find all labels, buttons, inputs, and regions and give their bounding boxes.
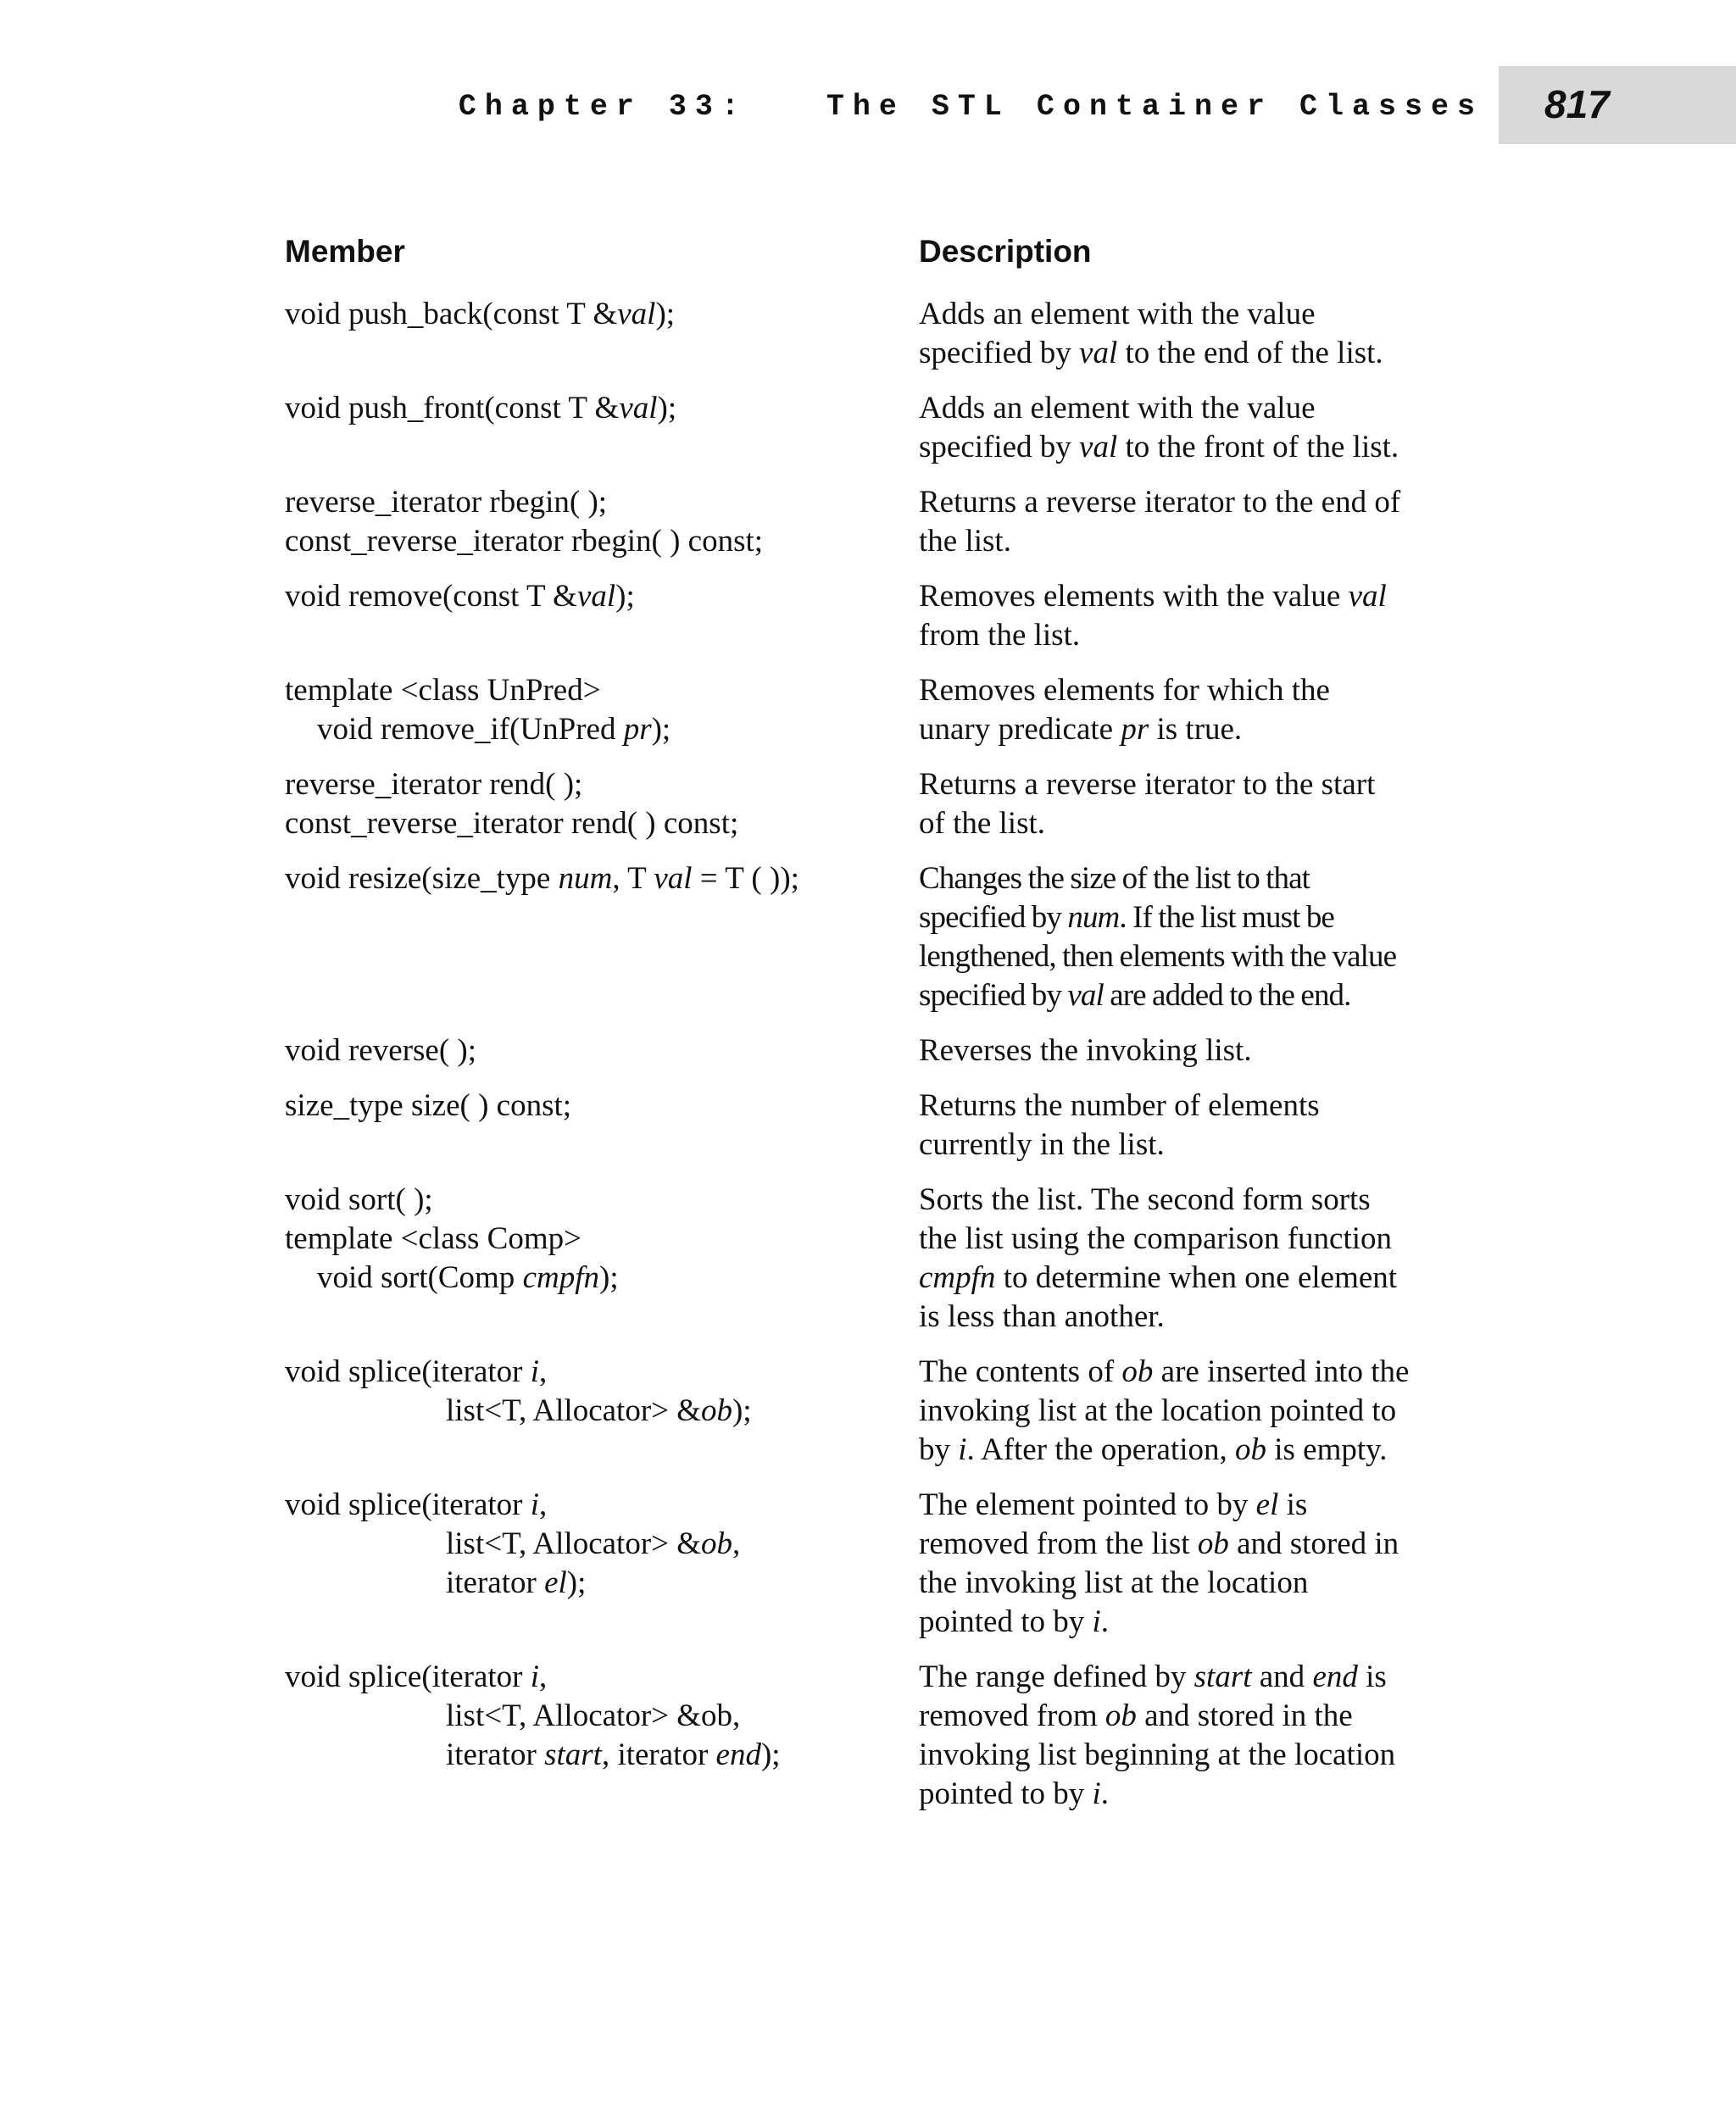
description-line	[919, 1220, 1472, 1259]
member-table	[285, 229, 1472, 1830]
text-run: lengthened, then elements with the value	[919, 939, 1397, 974]
text-run: template <class Comp>	[285, 1221, 582, 1256]
text-run: specified by	[919, 336, 1080, 370]
member-line	[285, 1697, 919, 1736]
member-line	[285, 1658, 919, 1697]
table-row	[285, 671, 1472, 765]
text-run: is empty.	[1266, 1432, 1388, 1467]
text-run: the invoking list at the location	[919, 1565, 1309, 1600]
text-run: void remove(const T &	[285, 579, 577, 614]
text-run: Adds an element with the value	[919, 391, 1316, 425]
description-line	[919, 1697, 1472, 1736]
description-line	[919, 859, 1472, 898]
member-line	[285, 1353, 919, 1392]
text-run: Reverses the invoking list.	[919, 1033, 1252, 1068]
text-run: void remove_if(UnPred	[317, 712, 624, 747]
member-cell	[285, 765, 919, 843]
text-run: );	[599, 1260, 619, 1295]
description-cell	[919, 1353, 1472, 1470]
text-run: const_reverse_iterator rbegin( ) const;	[285, 524, 764, 559]
description-line	[919, 1564, 1472, 1603]
description-line	[919, 1603, 1472, 1642]
text-run: invoking list at the location pointed to	[919, 1393, 1397, 1428]
text-run: and	[1251, 1659, 1313, 1694]
description-cell	[919, 765, 1472, 843]
text-run: reverse_iterator rbegin( );	[285, 485, 608, 520]
table-row	[285, 1087, 1472, 1181]
text-run: The range defined by	[919, 1659, 1194, 1694]
italic-parameter: start	[544, 1737, 602, 1772]
italic-parameter: i	[958, 1432, 967, 1467]
member-cell	[285, 1658, 919, 1814]
italic-parameter: ob	[701, 1393, 733, 1428]
description-line	[919, 765, 1472, 804]
description-line	[919, 1181, 1472, 1220]
text-run: );	[657, 391, 677, 425]
table-row	[285, 859, 1472, 1031]
member-line	[285, 765, 919, 804]
table-row	[285, 1181, 1472, 1353]
text-run: ,	[732, 1526, 741, 1561]
text-run: Removes elements for which the	[919, 673, 1330, 708]
description-line	[919, 710, 1472, 749]
description-line	[919, 937, 1472, 976]
italic-parameter: val	[1348, 579, 1387, 614]
description-cell	[919, 1087, 1472, 1165]
text-run: Returns a reverse iterator to the end of	[919, 485, 1401, 520]
text-run: The contents of	[919, 1354, 1122, 1389]
text-run: ,	[539, 1354, 548, 1389]
text-run: void resize(size_type	[285, 861, 559, 896]
italic-parameter: i	[1092, 1776, 1101, 1811]
description-line	[919, 389, 1472, 428]
italic-parameter: val	[617, 297, 656, 331]
text-run: void push_back(const T &	[285, 297, 618, 331]
description-line	[919, 804, 1472, 843]
italic-parameter: val	[654, 861, 693, 896]
text-run: Adds an element with the value	[919, 297, 1316, 331]
description-line	[919, 483, 1472, 522]
italic-parameter: num	[558, 861, 613, 896]
italic-parameter: val	[1079, 430, 1118, 464]
description-line	[919, 334, 1472, 373]
text-run: are added to the end.	[1103, 978, 1351, 1013]
running-head	[0, 66, 1736, 144]
member-line	[285, 1087, 919, 1126]
column-header-member: Member	[285, 234, 405, 269]
text-run: are inserted into the	[1153, 1354, 1410, 1389]
member-line	[285, 1736, 919, 1775]
italic-parameter: end	[1312, 1659, 1358, 1694]
description-cell	[919, 295, 1472, 373]
text-run: );	[655, 297, 676, 331]
description-line	[919, 295, 1472, 334]
description-line	[919, 1353, 1472, 1392]
text-run: removed from the list	[919, 1526, 1198, 1561]
description-line	[919, 1525, 1472, 1564]
text-run: Removes elements with the value	[919, 579, 1349, 614]
member-line	[285, 1031, 919, 1070]
text-run: to the end of the list.	[1117, 336, 1383, 370]
description-line	[919, 1486, 1472, 1525]
table-row	[285, 295, 1472, 389]
italic-parameter: i	[530, 1659, 540, 1694]
text-run: . After the operation,	[966, 1432, 1235, 1467]
text-run: to determine when one element	[995, 1260, 1398, 1295]
italic-parameter: cmpfn	[919, 1260, 996, 1295]
table-body	[285, 295, 1472, 1830]
text-run: );	[615, 579, 635, 614]
member-line	[285, 389, 919, 428]
text-run: and stored in	[1228, 1526, 1399, 1561]
description-cell	[919, 1486, 1472, 1642]
member-line	[285, 577, 919, 616]
member-cell	[285, 577, 919, 655]
member-cell	[285, 1353, 919, 1470]
table-row	[285, 389, 1472, 483]
table-row	[285, 1031, 1472, 1087]
column-header-description: Description	[919, 234, 1092, 269]
text-run: .	[1100, 1776, 1110, 1811]
member-cell	[285, 483, 919, 561]
text-run: list<T, Allocator> &	[446, 1526, 702, 1561]
text-run: void splice(iterator	[285, 1659, 531, 1694]
italic-parameter: cmpfn	[522, 1260, 599, 1295]
description-line	[919, 898, 1472, 937]
text-run: );	[651, 712, 671, 747]
text-run: void sort( );	[285, 1182, 433, 1217]
italic-parameter: end	[715, 1737, 761, 1772]
italic-parameter: ob	[1121, 1354, 1154, 1389]
member-line	[285, 1392, 919, 1431]
text-run: , T	[612, 861, 654, 896]
text-run: ,	[539, 1487, 548, 1522]
member-cell	[285, 1087, 919, 1165]
text-run: currently in the list.	[919, 1127, 1165, 1162]
member-cell	[285, 859, 919, 1015]
member-line	[285, 522, 919, 561]
text-run: specified by	[919, 430, 1080, 464]
text-run: is true.	[1149, 712, 1243, 747]
text-run: Returns a reverse iterator to the start	[919, 767, 1376, 802]
italic-parameter: ob	[1104, 1698, 1137, 1733]
text-run: and stored in the	[1136, 1698, 1353, 1733]
text-run: = T ( ));	[692, 861, 799, 896]
text-run: );	[566, 1565, 587, 1600]
description-line	[919, 1259, 1472, 1298]
member-line	[285, 295, 919, 334]
table-row	[285, 577, 1472, 671]
table-row	[285, 765, 1472, 859]
text-run: is	[1357, 1659, 1387, 1694]
italic-parameter: i	[530, 1354, 540, 1389]
description-line	[919, 671, 1472, 710]
description-cell	[919, 577, 1472, 655]
description-cell	[919, 1658, 1472, 1814]
italic-parameter: pr	[1121, 712, 1149, 747]
page-number: 817	[1544, 82, 1610, 126]
text-run: list<T, Allocator> &ob,	[446, 1698, 741, 1733]
description-line	[919, 976, 1472, 1015]
table-row	[285, 1353, 1472, 1486]
text-run: is less than another.	[919, 1299, 1165, 1334]
italic-parameter: val	[576, 579, 616, 614]
text-run: unary predicate	[919, 712, 1121, 747]
description-line	[919, 1392, 1472, 1431]
italic-parameter: el	[1255, 1487, 1279, 1522]
page-number-box	[1499, 66, 1736, 144]
table-row	[285, 1658, 1472, 1830]
description-line	[919, 1087, 1472, 1126]
description-cell	[919, 1031, 1472, 1070]
description-cell	[919, 859, 1472, 1015]
italic-parameter: pr	[623, 712, 652, 747]
member-cell	[285, 671, 919, 749]
italic-parameter: val	[1079, 336, 1118, 370]
text-run: removed from	[919, 1698, 1105, 1733]
description-line	[919, 1431, 1472, 1470]
text-run: void splice(iterator	[285, 1487, 531, 1522]
table-row	[285, 483, 1472, 577]
description-line	[919, 616, 1472, 655]
text-run: void sort(Comp	[317, 1260, 523, 1295]
text-run: from the list.	[919, 618, 1081, 653]
description-line	[919, 577, 1472, 616]
text-run: iterator	[446, 1565, 545, 1600]
member-line	[285, 1181, 919, 1220]
member-line	[285, 1486, 919, 1525]
text-run: Sorts the list. The second form sorts	[919, 1182, 1371, 1217]
italic-parameter: start	[1194, 1659, 1252, 1694]
member-line	[285, 671, 919, 710]
description-line	[919, 1775, 1472, 1814]
text-run: pointed to by	[919, 1604, 1093, 1639]
text-run: const_reverse_iterator rend( ) const;	[285, 806, 739, 841]
description-cell	[919, 671, 1472, 749]
member-line	[285, 483, 919, 522]
member-line	[285, 1259, 919, 1298]
text-run: template <class UnPred>	[285, 673, 601, 708]
text-run: of the list.	[919, 806, 1046, 841]
text-run: Returns the number of elements	[919, 1088, 1320, 1123]
text-run: specified by	[919, 900, 1068, 935]
text-run: iterator	[446, 1737, 545, 1772]
italic-parameter: i	[530, 1487, 540, 1522]
member-line	[285, 859, 919, 898]
member-line	[285, 1564, 919, 1603]
text-run: the list.	[919, 524, 1011, 559]
member-line	[285, 1220, 919, 1259]
text-run: The element pointed to by	[919, 1487, 1256, 1522]
member-line	[285, 804, 919, 843]
member-cell	[285, 1031, 919, 1070]
chapter-title: Chapter 33: The STL Container Classes	[458, 90, 1483, 124]
text-run: .	[1100, 1604, 1110, 1639]
text-run: void push_front(const T &	[285, 391, 620, 425]
description-cell	[919, 1181, 1472, 1337]
text-run: pointed to by	[919, 1776, 1093, 1811]
description-line	[919, 1126, 1472, 1165]
italic-parameter: ob	[701, 1526, 733, 1561]
text-run: by	[919, 1432, 959, 1467]
description-line	[919, 1736, 1472, 1775]
italic-parameter: num	[1067, 900, 1120, 935]
text-run: size_type size( ) const;	[285, 1088, 572, 1123]
description-line	[919, 522, 1472, 561]
table-row	[285, 1486, 1472, 1658]
table-header-row	[285, 229, 1472, 295]
text-run: Changes the size of the list to that	[919, 861, 1310, 896]
description-line	[919, 428, 1472, 467]
text-run: void reverse( );	[285, 1033, 477, 1068]
text-run: . If the list must be	[1119, 900, 1334, 935]
italic-parameter: el	[544, 1565, 567, 1600]
description-line	[919, 1658, 1472, 1697]
text-run: invoking list beginning at the location	[919, 1737, 1396, 1772]
member-cell	[285, 389, 919, 467]
text-run: the list using the comparison function	[919, 1221, 1392, 1256]
text-run: reverse_iterator rend( );	[285, 767, 583, 802]
text-run: , iterator	[601, 1737, 716, 1772]
text-run: void splice(iterator	[285, 1354, 531, 1389]
member-line	[285, 710, 919, 749]
member-line	[285, 1525, 919, 1564]
description-line	[919, 1031, 1472, 1070]
description-line	[919, 1298, 1472, 1337]
italic-parameter: val	[619, 391, 658, 425]
description-cell	[919, 389, 1472, 467]
text-run: to the front of the list.	[1117, 430, 1399, 464]
description-cell	[919, 483, 1472, 561]
italic-parameter: val	[1067, 978, 1104, 1013]
text-run: );	[732, 1393, 752, 1428]
italic-parameter: i	[1092, 1604, 1101, 1639]
text-run: is	[1278, 1487, 1308, 1522]
italic-parameter: ob	[1234, 1432, 1266, 1467]
text-run: specified by	[919, 978, 1068, 1013]
text-run: ,	[539, 1659, 548, 1694]
member-cell	[285, 1181, 919, 1337]
member-cell	[285, 1486, 919, 1642]
italic-parameter: ob	[1197, 1526, 1229, 1561]
text-run: );	[760, 1737, 781, 1772]
text-run: list<T, Allocator> &	[446, 1393, 702, 1428]
member-cell	[285, 295, 919, 373]
